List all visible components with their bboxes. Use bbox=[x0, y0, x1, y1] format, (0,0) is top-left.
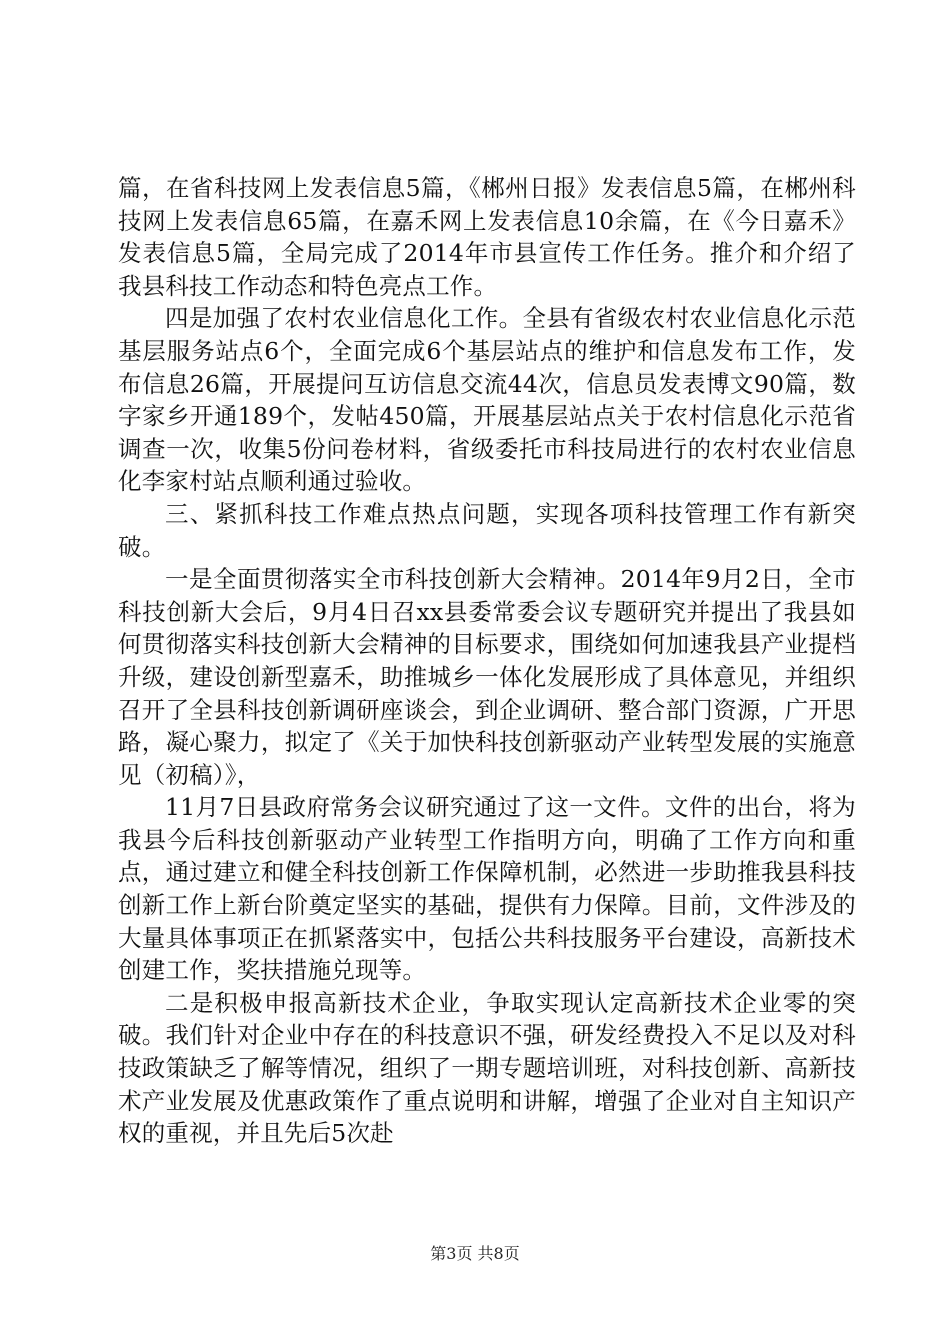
paragraph-3-section-heading: 三、紧抓科技工作难点热点问题，实现各项科技管理工作有新突破。 bbox=[118, 499, 856, 561]
page-footer bbox=[0, 1244, 950, 1264]
paragraph-1: 篇，在省科技网上发表信息5篇，《郴州日报》发表信息5篇，在郴州科技网上发表信息65篇，在嘉禾网上发表信息10余篇，在《今日嘉禾》发表信息5篇，全局完成了2014年市县宣传工作任务。推介和介绍了我县科技工作动态和特色亮点工作。 bbox=[118, 174, 856, 300]
page-number-label: 第3页 共8页 bbox=[430, 1244, 520, 1263]
paragraph-6: 二是积极申报高新技术企业，争取实现认定高新技术企业零的突破。我们针对企业中存在的科技意识不强，研发经费投入不足以及对科技政策缺乏了解等情况，组织了一期专题培训班，对科技创新、高新技术产业发展及优惠政策作了重点说明和讲解，增强了企业对自主知识产权的重视，并且先后5次赴 bbox=[118, 988, 856, 1148]
paragraph-2: 四是加强了农村农业信息化工作。全县有省级农村农业信息化示范基层服务站点6个，全面完成6个基层站点的维护和信息发布工作，发布信息26篇，开展提问互访信息交流44次，信息员发表博文90篇，数字家乡开通189个，发帖450篇，开展基层站点关于农村信息化示范省调查一次，收集5份问卷材料，省级委托市科技局进行的农村农业信息化李家村站点顺利通过验收。 bbox=[118, 304, 856, 496]
paragraph-5: 11月7日县政府常务会议研究通过了这一文件。文件的出台，将为我县今后科技创新驱动产业转型工作指明方向，明确了工作方向和重点，通过建立和健全科技创新工作保障机制，必然进一步助推我县科技创新工作上新台阶奠定坚实的基础，提供有力保障。目前，文件涉及的大量具体事项正在抓紧落实中，包括公共科技服务平台建设，高新技术创建工作，奖扶措施兑现等。 bbox=[118, 793, 856, 985]
paragraph-4: 一是全面贯彻落实全市科技创新大会精神。2014年9月2日，全市科技创新大会后，9月4日召xx县委常委会议专题研究并提出了我县如何贯彻落实科技创新大会精神的目标要求，围绕如何加速我县产业提档升级，建设创新型嘉禾，助推城乡一体化发展形成了具体意见，并组织召开了全县科技创新调研座谈会，到企业调研、整合部门资源，广开思路，凝心聚力，拟定了《关于加快科技创新驱动产业转型发展的实施意见（初稿）》， bbox=[118, 565, 856, 789]
document-body bbox=[118, 172, 856, 1150]
